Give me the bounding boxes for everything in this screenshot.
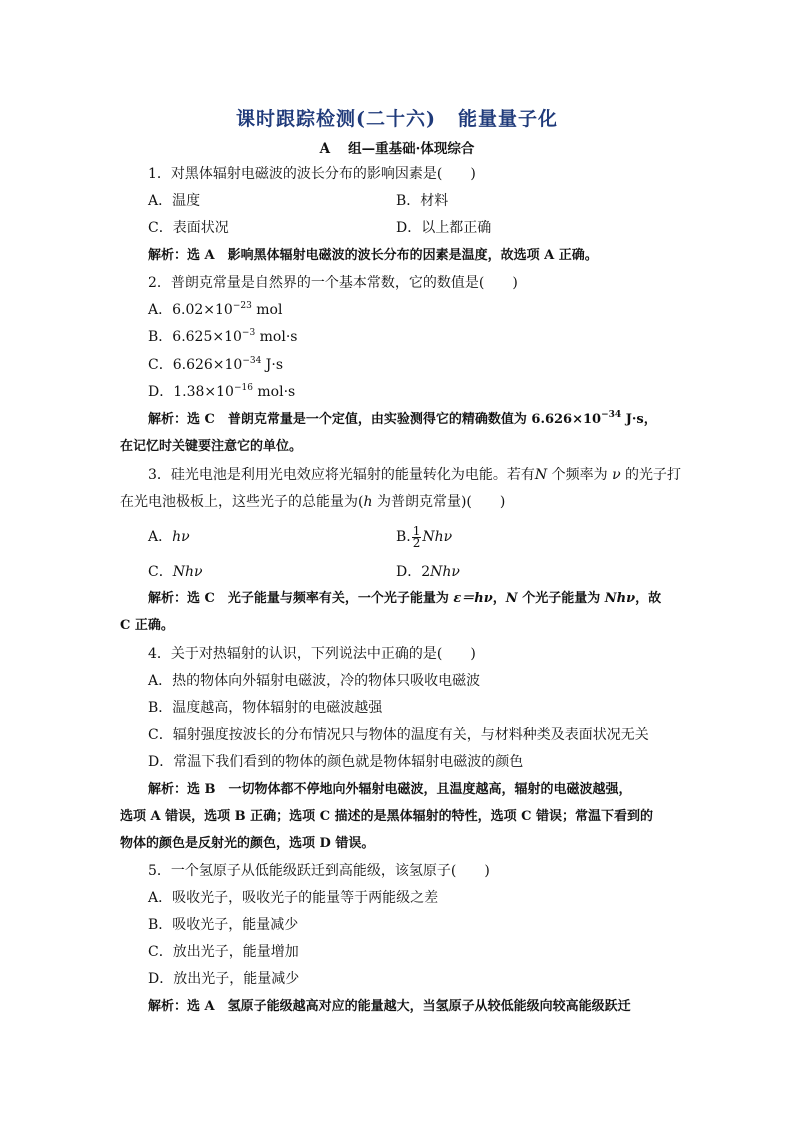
q5-option-c: C．放出光子，能量增加: [148, 944, 299, 960]
q3-option-c: C．Nhν: [148, 564, 203, 580]
q3-analysis-line2: C 正确。: [120, 618, 174, 633]
q2-analysis-line2: 在记忆时关键要注意它的单位。: [120, 439, 303, 454]
q3-stem-line1: 3．硅光电池是利用光电效应将光辐射的能量转化为电能。若有N 个频率为 ν 的光子打: [148, 467, 682, 483]
q5-stem: 5．一个氢原子从低能级跃迁到高能级，该氢原子( ): [148, 863, 490, 879]
q1-option-a: A．温度: [148, 193, 201, 209]
q4-stem: 4．关于对热辐射的认识，下列说法中正确的是( ): [148, 646, 476, 662]
page-title: [0, 104, 794, 131]
q1-option-d: D．以上都正确: [396, 220, 492, 236]
q4-option-d: D．常温下我们看到的物体的颜色就是物体辐射电磁波的颜色: [148, 754, 524, 770]
q5-option-a: A．吸收光子，吸收光子的能量等于两能级之差: [148, 890, 439, 906]
q4-option-a: A．热的物体向外辐射电磁波，冷的物体只吸收电磁波: [148, 673, 481, 689]
q4-option-b: B．温度越高，物体辐射的电磁波越强: [148, 700, 383, 716]
q4-option-c: C．辐射强度按波长的分布情况只与物体的温度有关，与材料种类及表面状况无关: [148, 727, 649, 743]
q5-option-b: B．吸收光子，能量减少: [148, 917, 299, 933]
q2-option-c: C．$6.626\times 10^{-34}$ J·s: [148, 356, 284, 373]
group-heading: A 组—重基础·体现综合: [319, 141, 475, 157]
q1-analysis: 解析：选 A 影响黑体辐射电磁波的波长分布的因素是温度，故选项 A 正确。: [148, 248, 598, 263]
title-topic: 能量量子化: [457, 108, 558, 130]
q2-stem: 2．普朗克常量是自然界的一个基本常数，它的数值是( ): [148, 275, 518, 291]
fraction-one-half: $\frac{1}{2}$: [412, 523, 421, 550]
q3-option-d: D．2Nhν: [396, 564, 460, 580]
q4-analysis-line2: 选项 A 错误，选项 B 正确；选项 C 描述的是黑体辐射的特性，选项 C 错误；常温下看到的: [120, 809, 653, 824]
q2-analysis-line1: 解析：选 C 普朗克常量是一个定值，由实验测得它的精确数值为 $6.626\times 10^{-34}$ J·s，: [148, 410, 657, 427]
q5-analysis-line1: 解析：选 A 氢原子能级越高对应的能量越大，当氢原子从较低能级向较高能级跃迁: [148, 999, 631, 1014]
q3-option-b: B. $\frac{1}{2}$ Nhν: [396, 523, 453, 550]
q2-option-b: B．$6.625\times 10^{-3}$ mol·s: [148, 328, 298, 345]
q1-option-b: B．材料: [396, 193, 449, 209]
q4-analysis-line3: 物体的颜色是反射光的颜色，选项 D 错误。: [120, 836, 375, 851]
q2-option-a: A．$6.02\times 10^{-23}$ mol: [148, 301, 283, 318]
q2-option-d: D．$1.38\times 10^{-16}$ mol·s: [148, 383, 296, 400]
q1-stem: 1．对黑体辐射电磁波的波长分布的影响因素是( ): [148, 166, 476, 182]
q4-analysis-line1: 解析：选 B 一切物体都不停地向外辐射电磁波，且温度越高，辐射的电磁波越强，: [148, 782, 632, 797]
q5-option-d: D．放出光子，能量减少: [148, 971, 300, 987]
q1-option-c: C．表面状况: [148, 220, 229, 236]
title-main: 课时跟踪检测(二十六): [236, 108, 436, 130]
q3-option-a: A．hν: [148, 529, 190, 545]
q3-analysis-line1: 解析：选 C 光子能量与频率有关，一个光子能量为 ε＝hν，N 个光子能量为 Nhν，故: [148, 591, 662, 606]
q3-stem-line2: 在光电池极板上，这些光子的总能量为(h 为普朗克常量)( ): [120, 494, 506, 510]
